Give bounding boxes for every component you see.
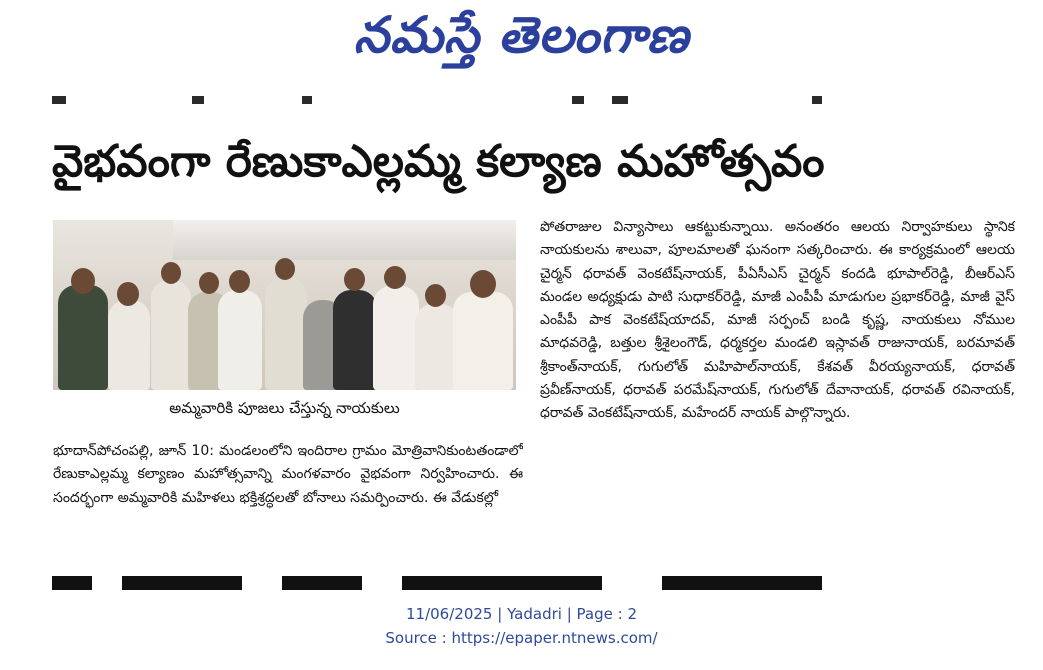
footer-date: 11/06/2025	[406, 605, 493, 623]
article-photo	[53, 220, 516, 390]
page-footer	[0, 602, 1043, 650]
cropped-text-strip	[52, 96, 1032, 106]
footer-source: Source : https://epaper.ntnews.com/	[385, 629, 658, 647]
newspaper-title: నమస్తే తెలంగాణ	[353, 6, 690, 64]
article-text-right: పోతరాజుల విన్యాసాలు ఆకట్టుకున్నాయి. అనంతరం ఆలయ నిర్వాహకులు స్థానిక నాయకులను శాలువా, పూలమాలతో ఘనంగా సత్కరించారు. ఈ కార్యక్రమంలో ఆలయ చైర్మన్ ధరావత్ వెంకటేష్‌నాయక్, పీఏసీఎస్ చైర్మన్ కందడి భూపాల్‌రెడ్డి, బీఆర్‌ఎస్ మండల అధ్యక్షుడు పాటి సుధాకర్‌రెడ్డి, మాజీ ఎంపీపీ మాడుగుల ప్రభాకర్‌రెడ్డి, మాజీ వైస్ ఎంపీపీ పాక వెంకటేష్‌యాదవ్, మాజీ సర్పంచ్ బండి కృష్ణ, నాయకులు నోముల మాధవరెడ్డి, బత్తుల శ్రీశైలంగౌడ్, ధర్మకర్తల మండలి ఇస్లావత్ రాజునాయక్, బరమావత్ శ్రీకాంత్‌నాయక్, గుగులోత్ మహిపాల్‌నాయక్, కేశవత్ వీరయ్యనాయక్, ధరావత్ ప్రవీణ్‌నాయక్, ధరావత్ పరమేష్‌నాయక్, గుగులోత్ దేవానాయక్, ధరావత్ రవినాయక్, ధరావత్ వెంకటేష్‌నాయక్, మహేందర్ నాయక్ పాల్గొన్నారు.	[540, 219, 1015, 422]
footer-page: Page : 2	[576, 605, 637, 623]
masthead	[0, 0, 1043, 82]
footer-info: 11/06/2025 | Yadadri | Page : 2	[406, 605, 637, 623]
article-headline: వైభవంగా రేణుకాఎల్లమ్మ కల్యాణ మహోత్సవం	[52, 136, 825, 187]
photo-caption: అమ్మవారికి పూజలు చేస్తున్న నాయకులు	[169, 399, 400, 417]
footer-edition: Yadadri	[507, 605, 562, 623]
article-column-right	[540, 216, 1015, 556]
article-column-left	[53, 440, 523, 575]
article-text-left: భూదాన్‌పోచంపల్లి, జూన్ 10: మండలంలోని ఇందిరాల గ్రామం మోత్రివానికుంటతండాలో రేణుకాఎల్లమ్మ కల్యాణం మహోత్సవాన్ని మంగళవారం వైభవంగా నిర్వహించారు. ఈ సందర్భంగా అమ్మవారికి మహిళలు భక్తిశ్రద్ధలతో బోనాలు సమర్పించారు. ఈ వేడుకల్లో	[53, 443, 523, 506]
cropped-next-headline	[52, 576, 1032, 590]
